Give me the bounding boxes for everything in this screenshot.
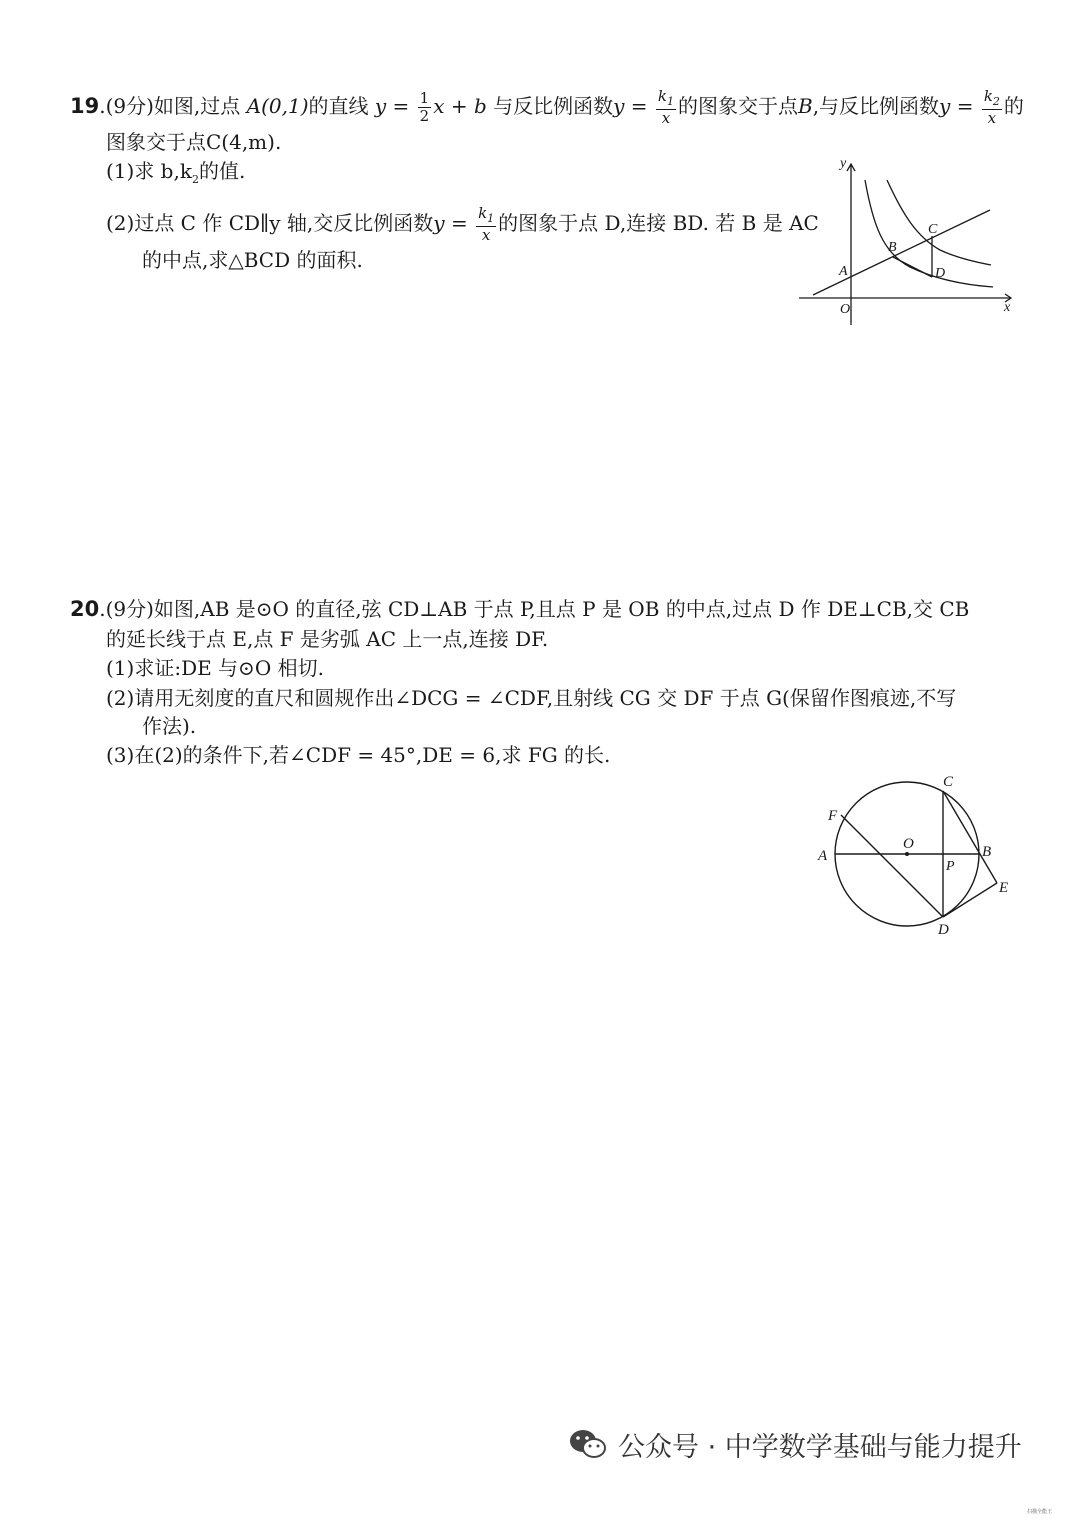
q20-part1: (1)求证:DE 与⊙O 相切. — [106, 656, 324, 680]
q19-line2: 图象交于点C(4,m). — [106, 130, 282, 154]
label-O: O — [903, 836, 914, 852]
q20-line2: 的延长线于点 E,点 F 是劣弧 AC 上一点,连接 DF. — [106, 627, 549, 651]
q19-number: 19 — [70, 93, 100, 118]
fraction-k2-over-x: $\frac{k_2}{x}$ — [983, 87, 1000, 127]
q19-part2: (2)过点 C 作 CD∥y 轴,交反比例函数y = $\frac{k_1}{x}$ 的图象于点 D,连接 BD. 若 B 是 AC — [106, 204, 819, 244]
label-B: B — [888, 240, 897, 255]
q20-part2-line2: 作法). — [142, 714, 197, 738]
fraction-k1-over-x: $\frac{k_1}{x}$ — [657, 87, 674, 127]
label-A: A — [839, 264, 848, 279]
watermark — [568, 1424, 1022, 1464]
label-D: D — [938, 922, 949, 938]
q20-part2: (2)请用无刻度的直尺和圆规作出∠DCG = ∠CDF,且射线 CG 交 DF 于点 G(保留作图痕迹,不写 — [106, 686, 957, 710]
wechat-icon — [568, 1427, 608, 1461]
label-D: D — [935, 266, 946, 281]
q19-part1: (1)求 $b,k_2$的值. — [106, 159, 246, 186]
q20-figure — [810, 770, 1030, 945]
segment-BD — [893, 257, 932, 277]
label-F: F — [828, 808, 838, 824]
q20-line1: 20.(9分)如图,AB 是⊙O 的直径,弦 CD⊥AB 于点 P,且点 P 是 OB 的中点,过点 D 作 DE⊥CB,交 CB — [70, 597, 970, 621]
q19-line1: 19.(9分)如图,过点 A(0,1)的直线 y = $\frac{1}{2}$ x + b 与反比例函数y = $\frac{k_1}{x}$ 的图象交于点B,与反比例函数y = $\frac{k_2}{x}$ 的 — [70, 87, 1024, 127]
q20-number: 20 — [70, 597, 100, 621]
segment-DF — [841, 815, 943, 917]
label-O: O — [840, 302, 851, 317]
q19-figure — [795, 155, 1020, 335]
label-B: B — [982, 844, 992, 860]
label-x: x — [1004, 300, 1011, 315]
watermark-text: 公众号 · 中学数学基础与能力提升 — [618, 1431, 1022, 1463]
label-C: C — [928, 222, 938, 237]
q19-part2-line2: 的中点,求△BCD 的面积. — [142, 248, 363, 272]
label-P: P — [946, 859, 955, 874]
label-E: E — [999, 880, 1009, 896]
line-y-half-x-plus-b — [813, 210, 990, 295]
center-dot — [905, 852, 909, 856]
label-C: C — [943, 774, 954, 790]
label-A: A — [818, 848, 828, 864]
corner-mark: 扫描全能王 — [1026, 1509, 1052, 1515]
fraction-half: $\frac{1}{2}$ — [419, 88, 430, 125]
label-y: y — [840, 156, 847, 171]
q20-part3: (3)在(2)的条件下,若∠CDF = 45°,DE = 6,求 FG 的长. — [106, 743, 611, 767]
